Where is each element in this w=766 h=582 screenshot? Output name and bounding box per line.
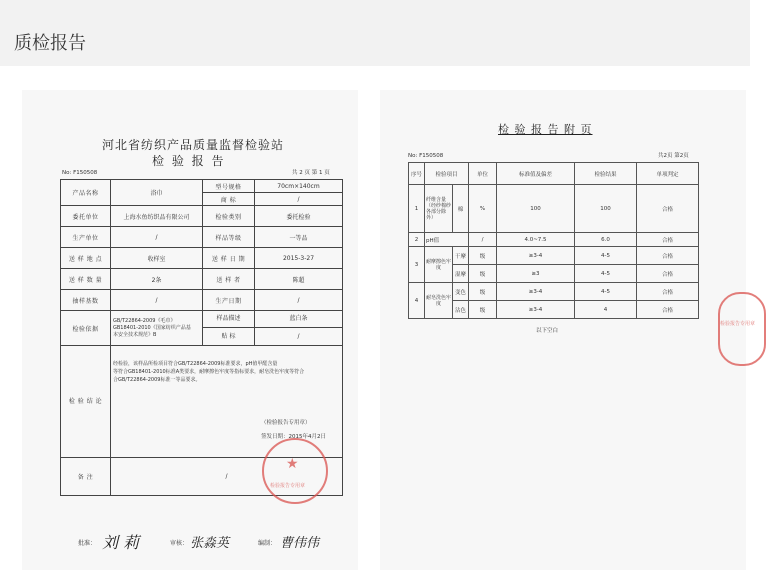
form-label: 样品等级: [203, 227, 255, 248]
mark-value: /: [297, 333, 300, 340]
appendix-title: 检 验 报 告 附 页: [498, 123, 593, 136]
appendix-table: [408, 162, 699, 319]
conclusion-line: 经检验，该样品所检项目符合GB/T22864-2009标准要求，pH值甲醛含量: [113, 361, 278, 367]
reviewer-label: 审核：: [170, 540, 189, 547]
sample-state-value: 蓝白条: [255, 311, 342, 328]
form-label: 抽样基数: [61, 290, 111, 311]
form-value: /: [255, 193, 343, 206]
approver-signature: 刘 莉: [102, 533, 140, 552]
form-label: 生产单位: [61, 227, 111, 248]
form-value: 收样室: [111, 248, 203, 269]
table-row: 3 耐摩擦色牢度 干摩 级 ≥3-4 4-5 合格: [409, 247, 699, 265]
form-label: 送 样 数 量: [61, 269, 111, 290]
table-row: 4 耐皂洗色牢度 变色 级 ≥3-4 4-5 合格: [409, 283, 699, 301]
col-header: 检验项目: [425, 163, 469, 185]
conclusion-label: 检 验 结 论: [61, 346, 111, 458]
seal-star-icon: ★: [286, 456, 299, 472]
page-header: [0, 0, 750, 66]
conclusion-line: 合GB/T22864-2009标准一等品要求。: [113, 377, 201, 383]
conclusion-line: 等符合GB18401-2010标准A类要求，耐摩擦色牢度等指标要求，耐皂洗色牢度等符合: [113, 369, 305, 375]
sample-state-label: 样品描述: [203, 311, 254, 328]
report-number: No: F150508: [62, 170, 98, 176]
form-row: [61, 206, 343, 227]
form-row: [61, 248, 343, 269]
form-row: [61, 227, 343, 248]
edge-seal: [718, 292, 766, 366]
form-label: 型号规格: [203, 180, 255, 193]
remarks-value: /: [111, 458, 343, 496]
form-row: [61, 269, 343, 290]
form-label: 检验类别: [203, 206, 255, 227]
appendix-page-info: 共2页 第2页: [658, 153, 689, 159]
report-title: 检 验 报 告: [152, 154, 226, 168]
form-value: 70cm×140cm: [255, 180, 343, 193]
seal-note: （检验报告专用章）: [261, 420, 311, 426]
form-label: 送 样 日 期: [203, 248, 255, 269]
table-row: 2 pH值 / 4.0~7.5 6.0 合格: [409, 233, 699, 247]
remarks-label: 备 注: [61, 458, 111, 496]
form-value: /: [111, 290, 203, 311]
author-signature: 曹伟伟: [280, 536, 320, 551]
form-value: 陈超: [255, 269, 343, 290]
end-note: 以下空白: [536, 328, 559, 334]
form-value: /: [255, 290, 343, 311]
table-row: 湿摩 级 ≥3 4-5 合格: [409, 265, 699, 283]
report-agency-title: 河北省纺织产品质量监督检验站: [102, 138, 285, 152]
form-row: [61, 180, 343, 193]
form-label: 送 样 者: [203, 269, 255, 290]
basis-text: GB/T22864-2009《毛巾》 GB18401-2010《国家纺织产品基 本安全技术规范》B: [111, 311, 203, 346]
form-row: [61, 290, 343, 311]
author-label: 编制：: [258, 540, 277, 547]
form-label: 产品名称: [61, 180, 111, 206]
edge-seal-text: 检验报告专用章: [720, 321, 756, 327]
table-row: 1 纤维含量（经纱棉纱各部分除外） 棉 % 100 100 合格: [409, 185, 699, 233]
inspection-report-scan: [22, 90, 358, 570]
form-value: 2条: [111, 269, 203, 290]
form-value: 2015-3-27: [255, 248, 343, 269]
page-title: 质检报告: [14, 33, 86, 54]
seal-text: 检验报告专用章: [270, 483, 306, 489]
form-value: 上海水鱼纺织品有限公司: [111, 206, 203, 227]
page-info: 共 2 页 第 1 页: [292, 170, 330, 176]
form-value: /: [111, 227, 203, 248]
approver-label: 批准：: [78, 540, 97, 547]
form-label: 生产日期: [203, 290, 255, 311]
col-header: 检验结果: [575, 163, 637, 185]
form-value: 委托检验: [255, 206, 343, 227]
table-row: 沾色 级 ≥3-4 4 合格: [409, 301, 699, 319]
report-appendix-scan: [380, 90, 756, 570]
reviewer-signature: 张淼英: [190, 536, 230, 551]
col-header: 序号: [409, 163, 425, 185]
appendix-header-row: [409, 163, 699, 185]
issue-date: 签发日期：2015年4月2日: [261, 434, 326, 440]
col-header: 单位: [469, 163, 497, 185]
form-label: 送 样 地 点: [61, 248, 111, 269]
form-label: 商 标: [203, 193, 255, 206]
mark-label: 贴 标: [221, 333, 236, 340]
col-header: 标准值及偏差: [497, 163, 575, 185]
form-label: 委托单位: [61, 206, 111, 227]
form-value: 浴巾: [111, 180, 203, 206]
appendix-report-number: No: F150508: [408, 153, 444, 159]
form-value: 一等品: [255, 227, 343, 248]
basis-label: 检验依据: [61, 311, 111, 346]
col-header: 单项判定: [637, 163, 699, 185]
